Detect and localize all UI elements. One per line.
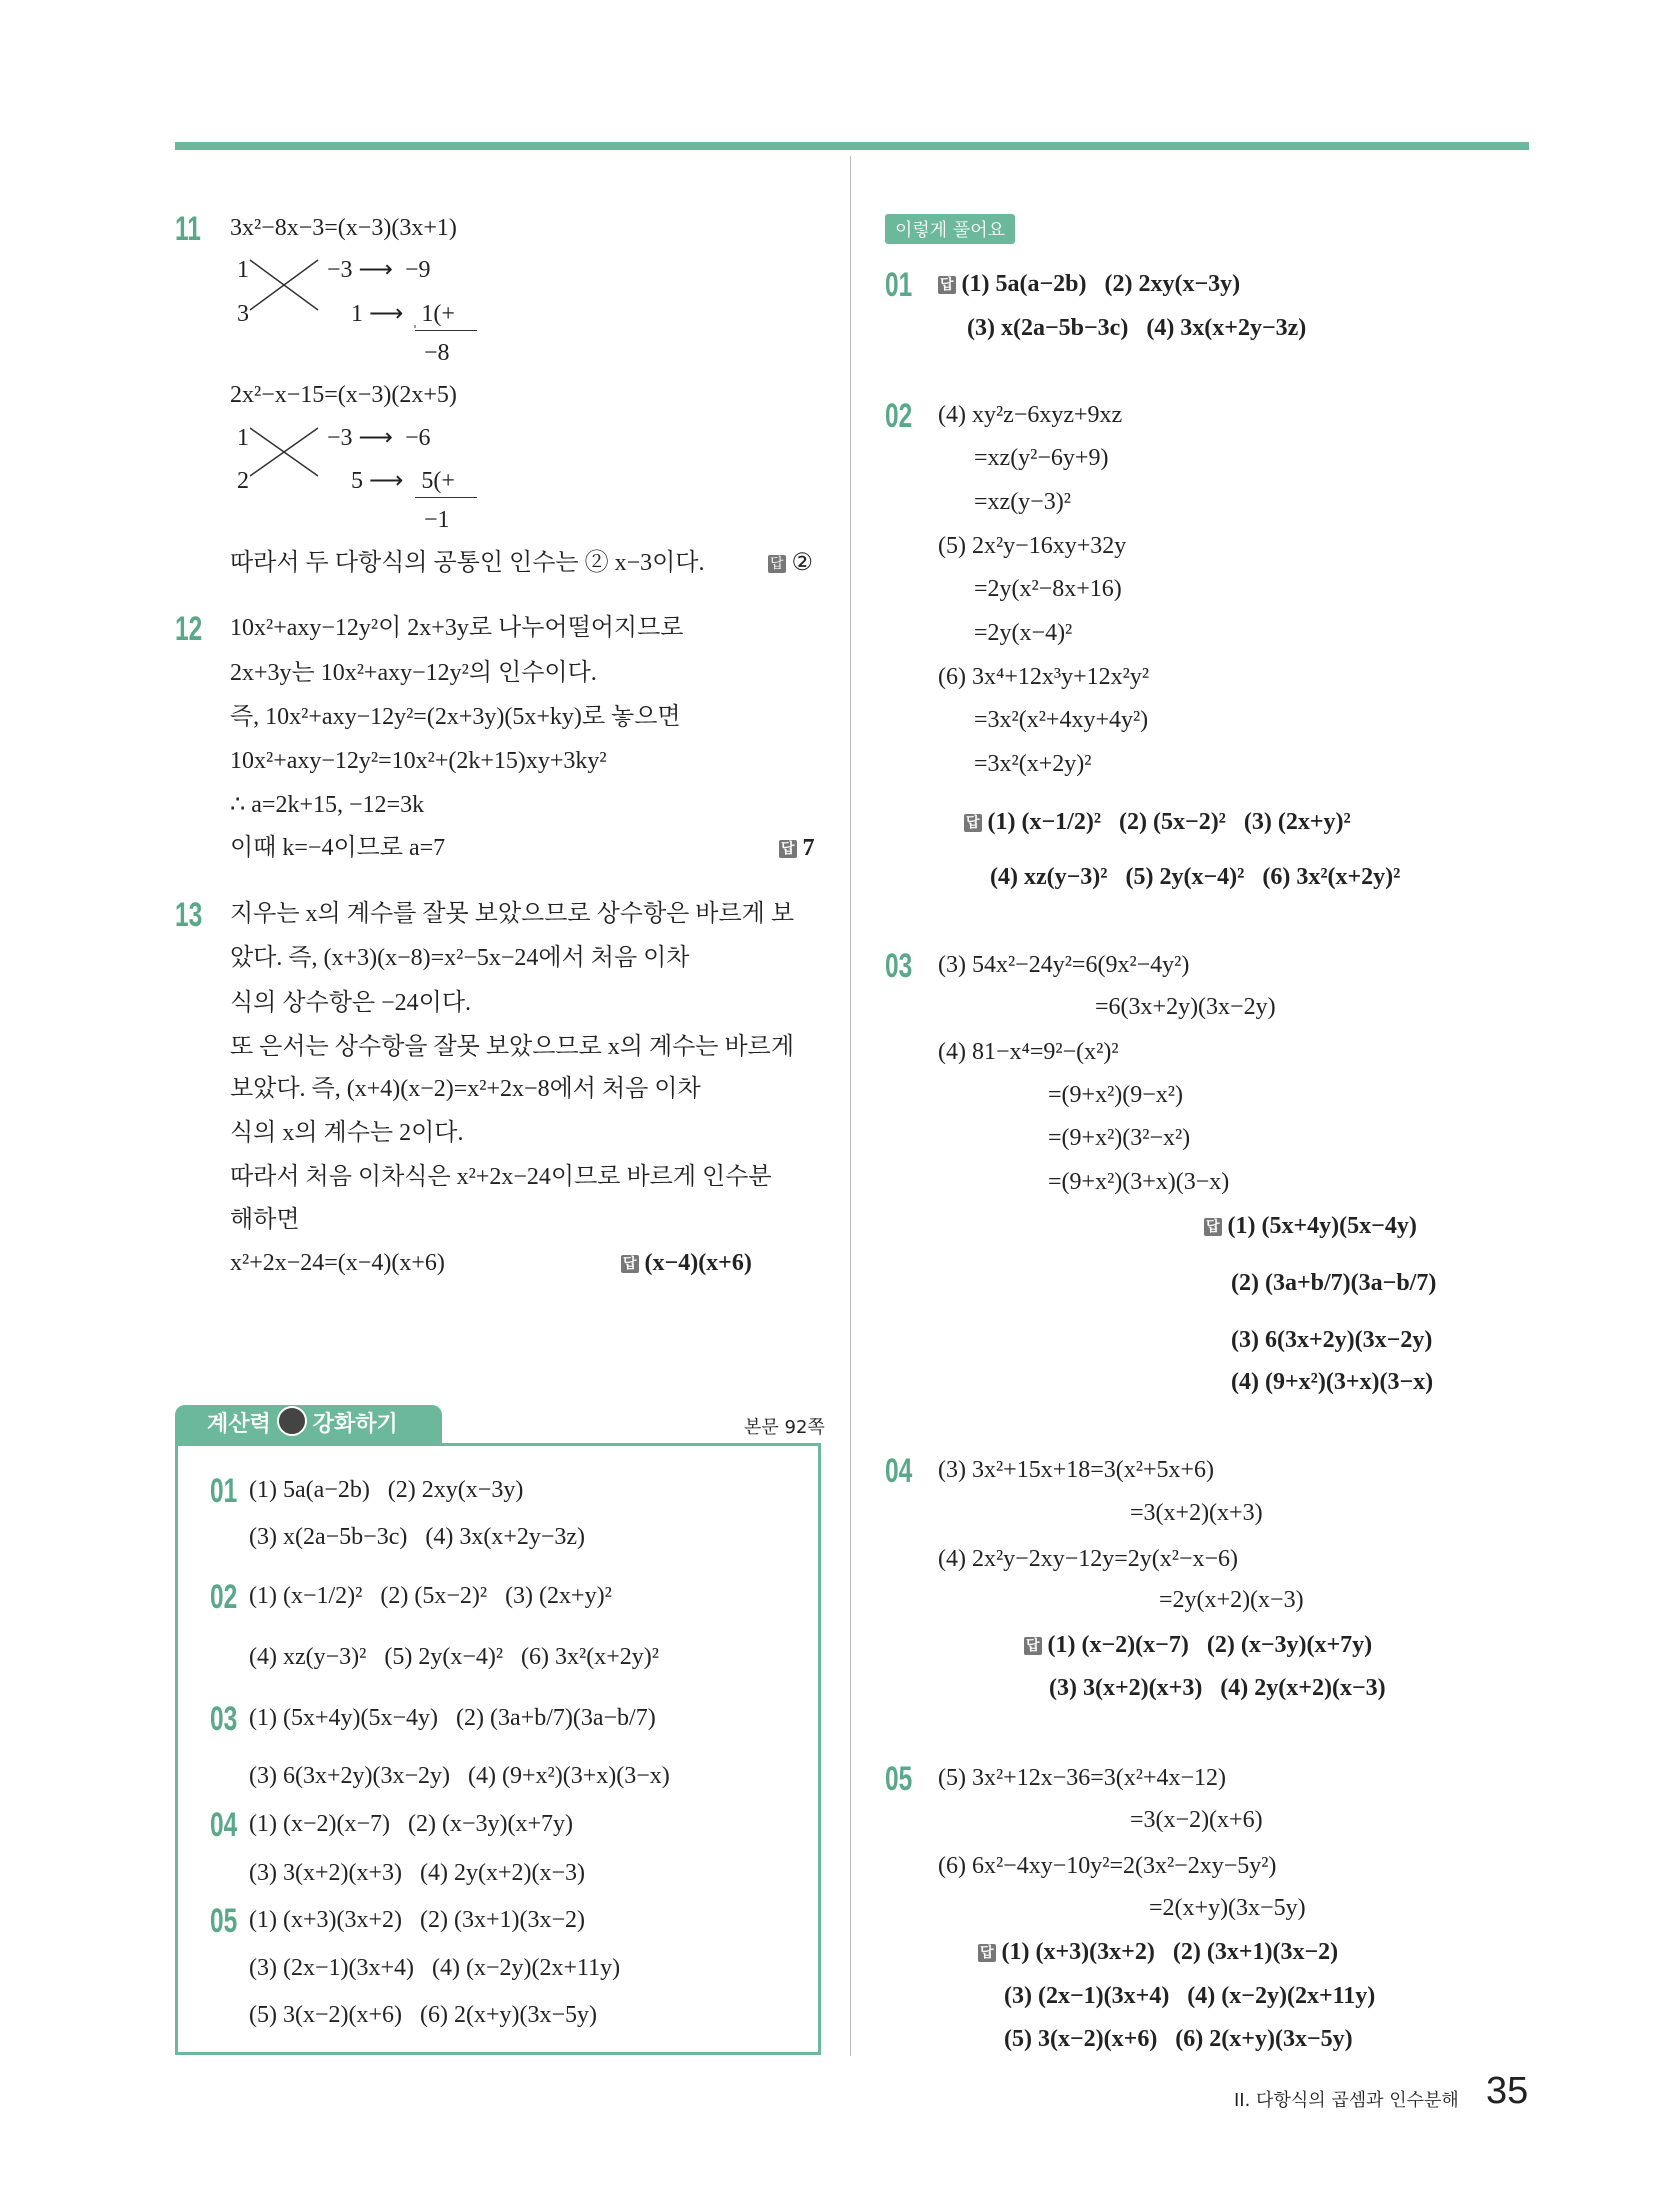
sum-line: [415, 330, 477, 331]
line: 았다. 즉, (x+3)(x−8)=x²−5x−24에서 처음 이차: [230, 945, 690, 971]
cross-row: −3 ⟶ −9: [327, 257, 431, 283]
line: 10x²+axy−12y²=10x²+(2k+15)xy+3ky²: [230, 748, 607, 774]
line: x²+2x−24=(x−4)(x+6): [230, 1250, 445, 1276]
column-divider: [850, 156, 851, 2056]
answer-icon: 답: [1026, 1638, 1040, 1654]
line: =3(x−2)(x+6): [1130, 1807, 1263, 1833]
answer-text: (3) 3(x+2)(x+3) (4) 2y(x+2)(x−3): [1049, 1675, 1386, 1701]
conclusion: 따라서 두 다항식의 공통인 인수는 ② x−3이다.: [230, 550, 705, 576]
line: (3) (2x−1)(3x+4) (4) (x−2y)(2x+11y): [249, 1955, 621, 1981]
line: (6) 6x²−4xy−10y²=2(3x²−2xy−5y²): [938, 1853, 1277, 1879]
line: (5) 2x²y−16xy+32y: [938, 533, 1127, 559]
line: =(9+x²)(3+x)(3−x): [1048, 1169, 1230, 1195]
line: 이때 k=−4이므로 a=7: [230, 835, 446, 861]
line: (1) (x−1/2)² (2) (5x−2)² (3) (2x+y)²: [249, 1583, 612, 1609]
answer-icon: 답: [1206, 1219, 1220, 1235]
problem-number: 11: [175, 210, 201, 248]
answer-text: (4) (9+x²)(3+x)(3−x): [1231, 1369, 1434, 1395]
answer-text: (x−4)(x+6): [644, 1250, 752, 1276]
box-title-a: 계산력: [207, 1412, 271, 1437]
line: 2x+3y는 10x²+axy−12y²의 인수이다.: [230, 660, 597, 686]
line: =2y(x−4)²: [974, 620, 1073, 646]
problem-number: 13: [175, 896, 203, 934]
cross-sum: −8: [424, 340, 450, 366]
line: =2y(x²−8x+16): [974, 576, 1122, 602]
cross-coef: 2: [237, 468, 249, 494]
chapter-title: II. 다항식의 곱셈과 인수분해: [1234, 2090, 1459, 2111]
line: (5) 3x²+12x−36=3(x²+4x−12): [938, 1765, 1227, 1791]
line: 지우는 x의 계수를 잘못 보았으므로 상수항은 바르게 보: [230, 901, 795, 927]
cross-row: −3 ⟶ −6: [327, 425, 431, 451]
line: =3x²(x²+4xy+4y²): [974, 707, 1149, 733]
problem-number: 03: [885, 947, 913, 985]
line: (1) 5a(a−2b) (2) 2xy(x−3y): [249, 1477, 524, 1503]
line: =3(x+2)(x+3): [1130, 1500, 1263, 1526]
answer: [779, 834, 815, 862]
cross-sum: −1: [424, 507, 450, 533]
page-reference: 본문 92쪽: [744, 1417, 825, 1438]
item-number: 02: [210, 1578, 238, 1616]
answer: [978, 1938, 1338, 1966]
answer-text: (3) x(2a−5b−3c) (4) 3x(x+2y−3z): [967, 315, 1307, 341]
answer-text: (2) (3a+b/7)(3a−b/7): [1231, 1270, 1437, 1296]
line: 즉, 10x²+axy−12y²=(2x+3y)(5x+ky)로 놓으면: [230, 704, 681, 730]
item-number: 04: [210, 1806, 238, 1844]
line: (1) (x+3)(3x+2) (2) (3x+1)(3x−2): [249, 1907, 586, 1933]
cross-coef: 3: [237, 301, 249, 327]
answer-icon: 답: [980, 1945, 994, 1961]
item-number: 05: [210, 1902, 238, 1940]
page-number: 35: [1486, 2070, 1529, 2112]
line: 10x²+axy−12y²이 2x+3y로 나누어떨어지므로: [230, 615, 684, 641]
line: (1) (5x+4y)(5x−4y) (2) (3a+b/7)(3a−b/7): [249, 1705, 656, 1731]
line: (4) 81−x⁴=9²−(x²)²: [938, 1039, 1119, 1065]
item-number: 03: [210, 1700, 238, 1738]
problem-number: 12: [175, 610, 203, 648]
cross-row: 1 ⟶ 1(+: [351, 301, 455, 327]
stopwatch-icon: [277, 1406, 307, 1436]
answer-icon: 답: [781, 841, 795, 857]
line: (4) 2x²y−2xy−12y=2y(x²−x−6): [938, 1546, 1239, 1572]
sum-line: [415, 497, 477, 498]
solution-badge: 이렇게 풀어요: [885, 214, 1015, 244]
answer: [1024, 1631, 1372, 1659]
line: =(9+x²)(3²−x²): [1048, 1125, 1191, 1151]
problem-number: 05: [885, 1760, 913, 1798]
line: (3) 54x²−24y²=6(9x²−4y²): [938, 952, 1190, 978]
box-title-b: 강화하기: [312, 1412, 398, 1437]
line: (6) 3x⁴+12x³y+12x²y²: [938, 664, 1150, 690]
answer-text: (1) 5a(a−2b) (2) 2xy(x−3y): [961, 271, 1241, 297]
line: ∴ a=2k+15, −12=3k: [230, 792, 425, 818]
answer-text: (1) (5x+4y)(5x−4y): [1227, 1213, 1417, 1239]
line: =2y(x+2)(x−3): [1159, 1587, 1304, 1613]
answer: [1204, 1212, 1417, 1240]
answer-icon: 답: [966, 815, 980, 831]
answer-text: (1) (x−2)(x−7) (2) (x−3y)(x+7y): [1047, 1632, 1373, 1658]
answer: [964, 808, 1351, 836]
cross-coef: 1: [237, 425, 249, 451]
top-rule: [175, 142, 1529, 150]
line: (4) xz(y−3)² (5) 2y(x−4)² (6) 3x²(x+2y)²: [249, 1644, 659, 1670]
answer-text: (1) (x+3)(3x+2) (2) (3x+1)(3x−2): [1001, 1939, 1339, 1965]
line: =xz(y²−6y+9): [974, 445, 1109, 471]
line: =6(3x+2y)(3x−2y): [1095, 994, 1276, 1020]
item-number: 01: [210, 1472, 238, 1510]
line: =xz(y−3)²: [974, 489, 1071, 515]
line: =(9+x²)(9−x²): [1048, 1082, 1183, 1108]
line: (3) x(2a−5b−3c) (4) 3x(x+2y−3z): [249, 1524, 586, 1550]
line: 보았다. 즉, (x+4)(x−2)=x²+2x−8에서 처음 이차: [230, 1076, 701, 1102]
answer-text: ②: [791, 550, 814, 576]
problem-number: 01: [885, 266, 913, 304]
line: 따라서 처음 이차식은 x²+2x−24이므로 바르게 인수분: [230, 1164, 772, 1190]
equation: 2x²−x−15=(x−3)(2x+5): [230, 382, 457, 408]
answer-text: (5) 3(x−2)(x+6) (6) 2(x+y)(3x−5y): [1004, 2026, 1353, 2052]
line: (5) 3(x−2)(x+6) (6) 2(x+y)(3x−5y): [249, 2002, 598, 2028]
line: 또 은서는 상수항을 잘못 보았으므로 x의 계수는 바르게: [230, 1034, 795, 1060]
cross-coef: 1: [237, 257, 249, 283]
cross-row: 5 ⟶ 5(+: [351, 468, 455, 494]
answer-icon: 답: [940, 277, 954, 293]
answer: [621, 1249, 752, 1277]
answer-text: (4) xz(y−3)² (5) 2y(x−4)² (6) 3x²(x+2y)²: [990, 864, 1401, 890]
line: (3) 6(3x+2y)(3x−2y) (4) (9+x²)(3+x)(3−x): [249, 1763, 670, 1789]
line: =2(x+y)(3x−5y): [1149, 1895, 1306, 1921]
line: (3) 3(x+2)(x+3) (4) 2y(x+2)(x−3): [249, 1860, 586, 1886]
line: 식의 상수항은 −24이다.: [230, 990, 472, 1016]
line: 해하면: [230, 1207, 300, 1233]
answer-text: (3) 6(3x+2y)(3x−2y): [1231, 1327, 1433, 1353]
box-title: [175, 1405, 442, 1445]
answer-text: (1) (x−1/2)² (2) (5x−2)² (3) (2x+y)²: [987, 809, 1351, 835]
answer: [938, 270, 1240, 298]
problem-number: 04: [885, 1452, 913, 1490]
line: (3) 3x²+15x+18=3(x²+5x+6): [938, 1457, 1215, 1483]
answer: [768, 549, 813, 577]
answer-icon: 답: [770, 556, 784, 572]
answer-text: 7: [802, 835, 815, 861]
line: (1) (x−2)(x−7) (2) (x−3y)(x+7y): [249, 1811, 574, 1837]
answer-icon: 답: [623, 1256, 637, 1272]
equation: 3x²−8x−3=(x−3)(3x+1): [230, 215, 457, 241]
line: (4) xy²z−6xyz+9xz: [938, 402, 1123, 428]
line: 식의 x의 계수는 2이다.: [230, 1120, 464, 1146]
problem-number: 02: [885, 397, 913, 435]
line: =3x²(x+2y)²: [974, 751, 1092, 777]
answer-text: (3) (2x−1)(3x+4) (4) (x−2y)(2x+11y): [1004, 1983, 1376, 2009]
